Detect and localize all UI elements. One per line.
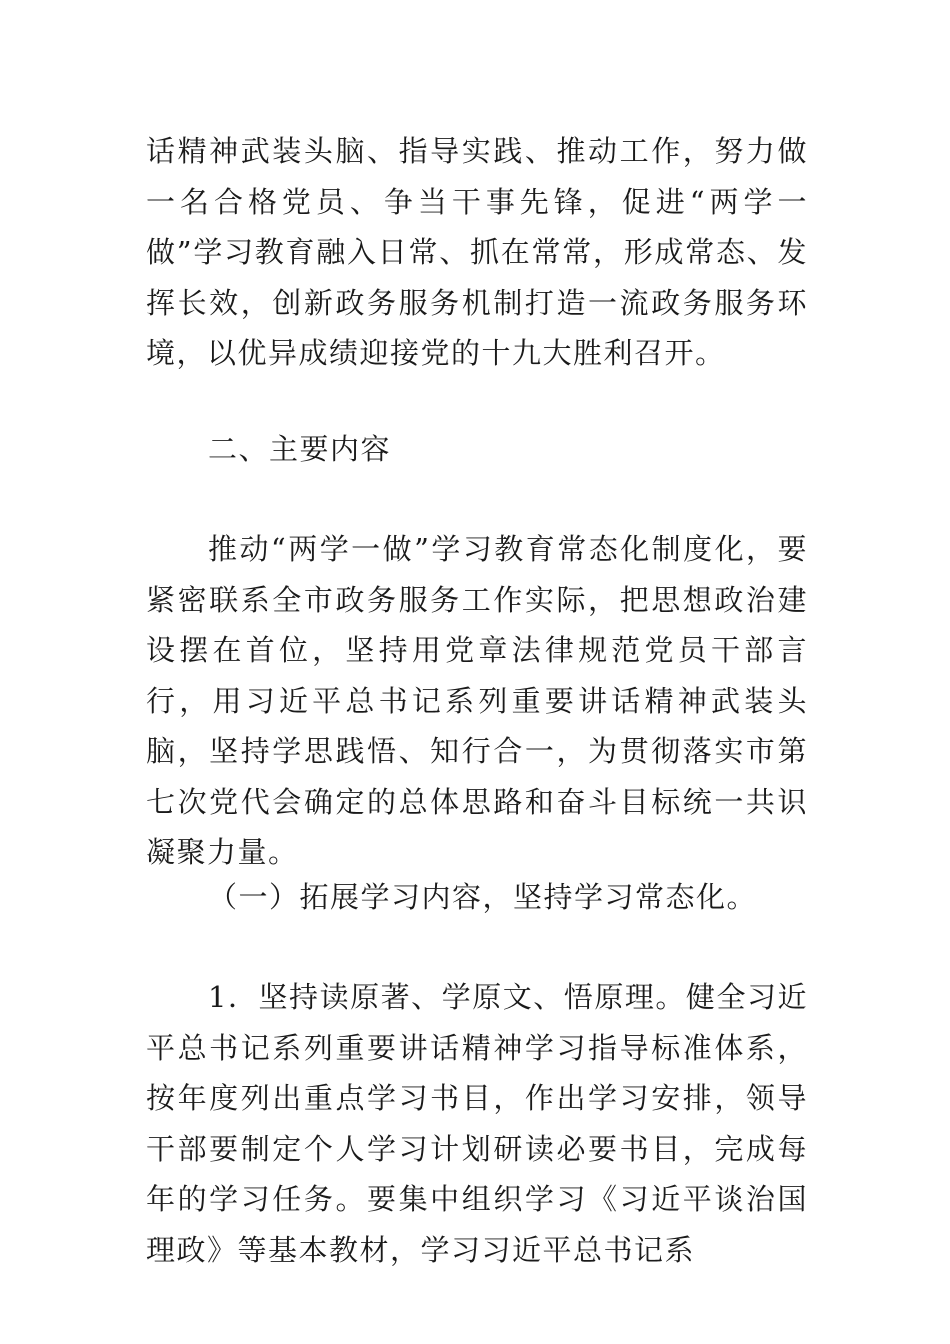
paragraph-item-1: 1．坚持读原著、学原文、悟原理。健全习近平总书记系列重要讲话精神学习指导标准体系，按年度列出重点学习书目，作出学习安排，领导干部要制定个人学习计划研读必要书目，完成每年的学习任务。要集中组织学习《习近平谈治国理政》等基本教材，学习习近平总书记系 bbox=[146, 980, 808, 1267]
paragraph-main-content: 推动“两学一做”学习教育常态化制度化，要紧密联系全市政务服务工作实际，把思想政治建设摆在首位，坚持用党章法律规范党员干部言行，用习近平总书记系列重要讲话精神武装头脑，坚持学思践悟、知行合一，为贯彻落实市第七次党代会确定的总体思路和奋斗目标统一共识凝聚力量。 bbox=[146, 532, 808, 869]
subsection-heading-expand-learning: （一）拓展学习内容，坚持学习常态化。 bbox=[208, 880, 758, 914]
paragraph-continuation: 话精神武装头脑、指导实践、推动工作，努力做一名合格党员、争当干事先锋，促进“两学一做”学习教育融入日常、抓在常常，形成常态、发挥长效，创新政务服务机制打造一流政务服务环境，以优异成绩迎接党的十九大胜利召开。 bbox=[146, 134, 808, 370]
section-heading-main-content: 二、主要内容 bbox=[208, 432, 392, 466]
